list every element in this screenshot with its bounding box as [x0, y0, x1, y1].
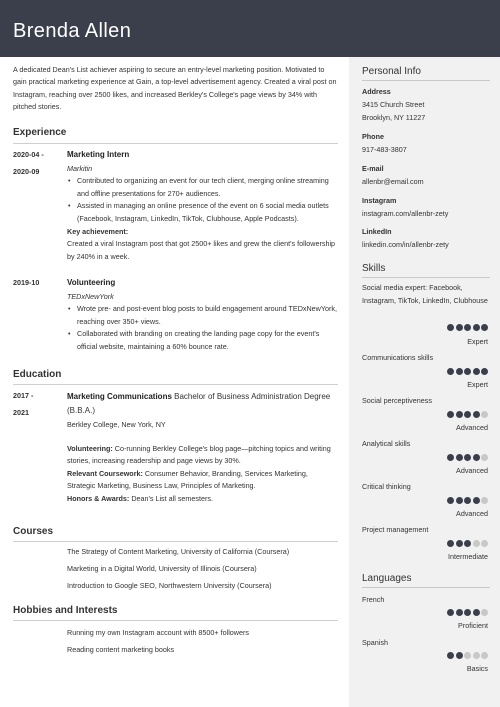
rating-dot-filled — [464, 368, 471, 375]
education-honors: Honors & Awards: Dean's List all semesters. — [67, 493, 213, 503]
course-item: The Strategy of Content Marketing, University of California (Coursera) — [67, 547, 290, 556]
school-name: Berkley College, New York, NY — [67, 420, 166, 429]
rating-dot-empty — [481, 652, 488, 659]
skills-divider — [362, 277, 490, 278]
language-rating — [446, 652, 489, 660]
company-name: Markitin — [67, 163, 93, 173]
hobbies-divider — [13, 620, 338, 621]
responsibility-list — [67, 303, 338, 353]
rating-dot-filled — [464, 454, 471, 461]
rating-dot-empty — [481, 609, 488, 616]
key-achievement-label: Key achievement: — [67, 226, 129, 236]
rating-dot-filled — [464, 497, 471, 504]
experience-heading: Experience — [13, 127, 67, 138]
sidebar — [349, 57, 500, 707]
list-item: • Wrote pre- and post-event blog posts to build engagement around TEDxNewYork, reaching over 350+ views. — [67, 303, 338, 328]
skill-name: Social media expert: Facebook, Instagram, TikTok, LinkedIn, Clubhouse — [362, 283, 488, 305]
email-value: allenbr@email.com — [362, 177, 424, 186]
rating-dot-filled — [456, 609, 463, 616]
personal-info-divider — [362, 80, 490, 81]
languages-divider — [362, 587, 490, 588]
candidate-name: Brenda Allen — [13, 20, 132, 42]
language-level: Proficient — [458, 621, 488, 630]
list-item: • Collaborated with branding on creating the landing page copy for the event's official website, maintaining a 60% bounce rate. — [67, 328, 338, 353]
entry-date: 2020-04 - 2020-09 — [13, 150, 44, 176]
instagram-value: instagram.com/allenbr-zety — [362, 209, 449, 218]
skill-name: Social perceptiveness — [362, 396, 432, 405]
skill-rating — [446, 540, 489, 548]
education-coursework: Relevant Coursework: Consumer Behavior, Branding, Services Marketing, Strategic Marketing, Business Law, Principles of Marketing. — [67, 468, 308, 491]
education-volunteering: Volunteering: Co-running Berkley College's blog page—pitching topics and writing stories, increasing readership and page views by 30%. — [67, 443, 331, 466]
skill-rating — [446, 368, 489, 376]
rating-dot-filled — [456, 497, 463, 504]
rating-dot-filled — [464, 324, 471, 331]
skill-name: Project management — [362, 525, 429, 534]
rating-dot-filled — [456, 540, 463, 547]
rating-dot-filled — [447, 411, 454, 418]
degree-title — [67, 390, 338, 418]
rating-dot-filled — [464, 540, 471, 547]
rating-dot-empty — [473, 652, 480, 659]
rating-dot-filled — [481, 324, 488, 331]
email-label: E-mail — [362, 164, 384, 173]
entry-body — [67, 390, 338, 506]
rating-dot-empty — [481, 454, 488, 461]
rating-dot-filled — [464, 411, 471, 418]
rating-dot-filled — [473, 609, 480, 616]
rating-dot-filled — [447, 652, 454, 659]
rating-dot-empty — [464, 652, 471, 659]
rating-dot-filled — [456, 411, 463, 418]
rating-dot-filled — [456, 454, 463, 461]
hobby-item: Reading content marketing books — [67, 645, 175, 654]
education-heading: Education — [13, 369, 62, 380]
linkedin-value: linkedin.com/in/allenbr-zety — [362, 240, 449, 249]
entry-date: 2017 - 2021 — [13, 391, 34, 417]
hobby-item: Running my own Instagram account with 8500+ followers — [67, 628, 249, 637]
language-level: Basics — [466, 664, 488, 673]
field-of-study: Marketing Communications — [67, 392, 172, 401]
rating-dot-filled — [473, 324, 480, 331]
rating-dot-filled — [447, 540, 454, 547]
skill-rating — [446, 324, 489, 332]
skill-level: Intermediate — [448, 552, 488, 561]
hobbies-heading: Hobbies and Interests — [13, 605, 118, 616]
courses-heading: Courses — [13, 526, 54, 537]
list-item: • Assisted in managing an online presence of the event on 6 social media outlets (Facebook, Instagram, LinkedIn, TikTok, Clubhouse, Apple Podcasts). — [67, 200, 338, 225]
personal-info-heading: Personal Info — [362, 66, 421, 77]
skill-rating — [446, 454, 489, 462]
skills-heading: Skills — [362, 263, 386, 274]
skill-name: Analytical skills — [362, 439, 411, 448]
skill-name: Communications skills — [362, 353, 434, 362]
rating-dot-filled — [447, 454, 454, 461]
job-title: Marketing Intern — [67, 150, 130, 159]
rating-dot-filled — [447, 609, 454, 616]
course-item: Marketing in a Digital World, University of Illinois (Coursera) — [67, 564, 257, 573]
company-name: TEDxNewYork — [67, 291, 114, 301]
language-rating — [446, 609, 489, 617]
address-line-1: 3415 Church Street — [362, 100, 425, 109]
rating-dot-filled — [481, 368, 488, 375]
rating-dot-empty — [481, 497, 488, 504]
main-column — [13, 57, 338, 707]
skill-level: Expert — [467, 337, 488, 346]
rating-dot-filled — [447, 368, 454, 375]
experience-divider — [13, 143, 338, 144]
address-label: Address — [362, 87, 391, 96]
rating-dot-filled — [473, 497, 480, 504]
entry-date: 2019-10 — [13, 278, 40, 287]
rating-dot-filled — [456, 324, 463, 331]
language-name: Spanish — [362, 638, 388, 647]
phone-value: 917-483-3807 — [362, 145, 407, 154]
course-item: Introduction to Google SEO, Northwestern University (Coursera) — [67, 581, 272, 590]
rating-dot-filled — [456, 652, 463, 659]
rating-dot-filled — [464, 609, 471, 616]
skill-rating — [446, 411, 489, 419]
entry-body — [67, 149, 338, 263]
rating-dot-empty — [481, 411, 488, 418]
key-achievement-text: Created a viral Instagram post that got 2500+ likes and grew the client's followership by 240% in a week. — [67, 239, 336, 261]
responsibility-list — [67, 175, 338, 225]
address-line-2: Brooklyn, NY 11227 — [362, 113, 426, 122]
summary: A dedicated Dean's List achiever aspiring to secure an entry-level marketing position. Motivated to gain practical marketing experience at Gain, a top-level advertisement agency. Created a viral post on Instagram, reaching over 2500 likes, and increased Berkley's College's page views by 34% with pitched stories. — [13, 65, 337, 112]
skill-name: Critical thinking — [362, 482, 411, 491]
entry-body — [67, 277, 338, 354]
courses-divider — [13, 541, 338, 542]
rating-dot-filled — [447, 497, 454, 504]
skill-level: Advanced — [456, 423, 488, 432]
rating-dot-filled — [473, 411, 480, 418]
skill-level: Advanced — [456, 509, 488, 518]
skill-level: Expert — [467, 380, 488, 389]
instagram-label: Instagram — [362, 196, 397, 205]
languages-heading: Languages — [362, 573, 412, 584]
degree-name: Bachelor of Business Administration Degree (B.B.A.) — [67, 392, 331, 415]
skill-level: Advanced — [456, 466, 488, 475]
rating-dot-filled — [456, 368, 463, 375]
rating-dot-filled — [473, 368, 480, 375]
rating-dot-empty — [481, 540, 488, 547]
job-title: Volunteering — [67, 278, 116, 287]
language-name: French — [362, 595, 385, 604]
resume-header — [0, 0, 500, 57]
rating-dot-filled — [447, 324, 454, 331]
linkedin-label: LinkedIn — [362, 227, 392, 236]
education-divider — [13, 384, 338, 385]
skill-rating — [446, 497, 489, 505]
list-item: • Contributed to organizing an event for our tech client, merging online streaming and offline presentations for 270+ audiences. — [67, 175, 338, 200]
rating-dot-empty — [473, 540, 480, 547]
rating-dot-filled — [473, 454, 480, 461]
phone-label: Phone — [362, 132, 384, 141]
